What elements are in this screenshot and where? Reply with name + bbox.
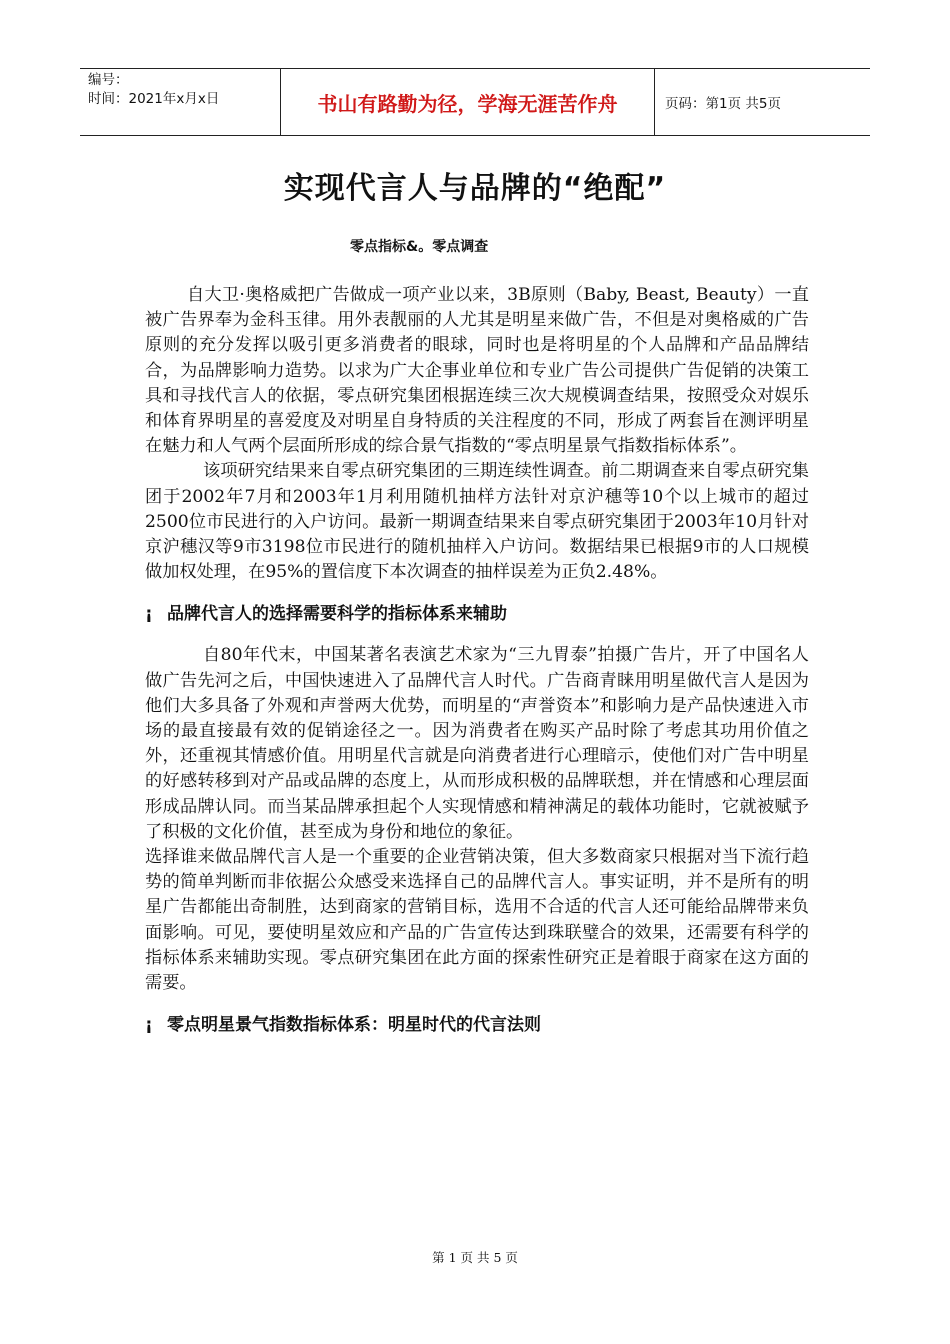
bullet-icon: ¡ (145, 604, 153, 625)
section-heading (145, 601, 809, 627)
header-meta (80, 69, 280, 135)
article-body (145, 283, 809, 1054)
code-label: 编号： (88, 72, 129, 88)
section-heading-text: 品牌代言人的选择需要科学的指标体系来辅助 (167, 604, 507, 625)
paragraph: 选择谁来做品牌代言人是一个重要的企业营销决策，但大多数商家只根据对当下流行趋势的简单判断而非依据公众感受来选择自己的品牌代言人。事实证明，并不是所有的明星广告都能出奇制胜，达到商家的营销目标，选用不合适的代言人还可能给品牌带来负面影响。可见，要使明星效应和产品的广告宣传达到珠联璧合的效果，还需要有科学的指标体系来辅助实现。零点研究集团在此方面的探索性研究正是着眼于商家在这方面的需要。 (145, 847, 809, 994)
paragraph: 自80年代末，中国某著名表演艺术家为“三九胃泰”拍摄广告片，开了中国名人做广告先河之后，中国快速进入了品牌代言人时代。广告商青睐用明星做代言人是因为他们大多具备了外观和声誉两大优势，而明星的“声誉资本”和影响力是产品快速进入市场的最直接最有效的促销途径之一。因为消费者在购买产品时除了考虑其功用价值之外，还重视其情感价值。用明星代言就是向消费者进行心理暗示，使他们对广告中明星的好感转移到对产品或品牌的态度上，从而形成积极的品牌联想，并在情感和心理层面形成品牌认同。而当某品牌承担起个人实现情感和精神满足的载体功能时，它就被赋予了积极的文化价值，甚至成为身份和地位的象征。 (145, 645, 809, 842)
date-label: 时间：2021年x月x日 (88, 91, 220, 107)
section-heading (145, 1012, 809, 1038)
article-title: 实现代言人与品牌的“绝配” (283, 171, 667, 206)
page-footer: 第 1 页 共 5 页 (432, 1250, 518, 1265)
paragraph: 该项研究结果来自零点研究集团的三期连续性调查。前二期调查来自零点研究集团于2002年7月和2003年1月利用随机抽样方法针对京沪穗等10个以上城市的超过2500位市民进行的入户访问。最新一期调查结果来自零点研究集团于2003年10月针对京沪穗汉等9市3198位市民进行的随机抽样入户访问。数据结果已根据9市的人口规模做加权处理，在95%的置信度下本次调查的抽样误差为正负2.48%。 (145, 461, 809, 583)
header-motto: 书山有路勤为径，学海无涯苦作舟 (280, 69, 655, 135)
section-heading-text: 零点明星景气指数指标体系：明星时代的代言法则 (167, 1015, 541, 1036)
article-byline: 零点指标&。零点调查 (350, 239, 489, 255)
document-header (80, 68, 870, 136)
bullet-icon: ¡ (145, 1015, 153, 1036)
header-page-info: 页码：第1页 共5页 (665, 96, 781, 112)
paragraph: 自大卫·奥格威把广告做成一项产业以来，3B原则（Baby, Beast, Beauty）一直被广告界奉为金科玉律。用外表靓丽的人尤其是明星来做广告，不但是对奥格威的广告原则的充分发挥以吸引更多消费者的眼球，同时也是将明星的个人品牌和产品品牌结合，为品牌影响力造势。以求为广大企事业单位和专业广告公司提供广告促销的决策工具和寻找代言人的依据，零点研究集团根据连续三次大规模调查结果，按照受众对娱乐和体育界明星的喜爱度及对明星自身特质的关注程度的不同，形成了两套旨在测评明星在魅力和人气两个层面所形成的综合景气指数的“零点明星景气指数指标体系”。 (145, 285, 809, 457)
